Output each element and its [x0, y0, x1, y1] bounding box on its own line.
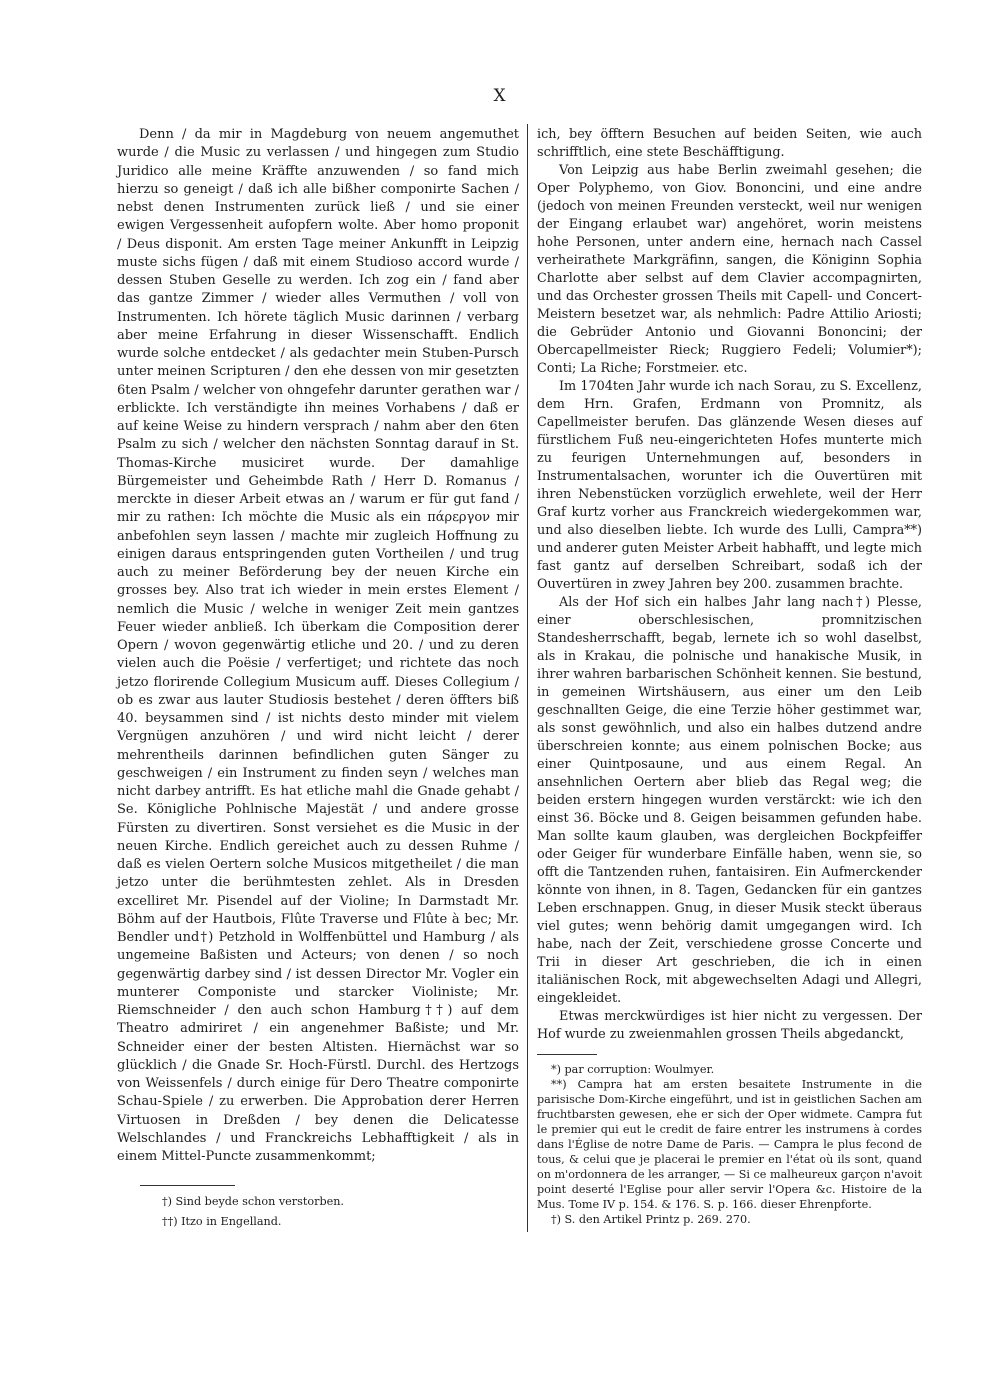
- page-number: X: [493, 86, 507, 106]
- right-footnotes: [537, 1062, 922, 1227]
- left-footnote-2: ††) Itzo in Engelland.: [162, 1215, 282, 1228]
- right-footnote-1: *) par corruption: Woulmyer.: [551, 1063, 715, 1076]
- right-paragraph-3: Im 1704ten Jahr wurde ich nach Sorau, zu S. Excellenz, dem Hrn. Grafen, Erdmann von Promnitz, als Capellmeister berufen. Das glänzende Wesen dieses auf fürstlichem Fuß neu-eingerichteten Hofes munterte mich zu feurigen Unternehmungen auf, besonders in Instrumentalsachen, worunter ich die Ouvertüren mit ihren Nebenstücken vorzüglich erwehlete, weil der Herr Graf kurtz vorher aus Franckreich wiedergekommen war, und also dieselben liebte. Ich wurde des Lulli, Campra**) und anderer guten Meister Arbeit habhafft, und legte mich fast gantz auf derselben Schreibart, sodaß ich der Ouvertüren in zwey Jahren bey 200. zusammen brachte.: [537, 379, 922, 592]
- column-divider: [527, 124, 528, 1232]
- right-column: [537, 126, 922, 1044]
- right-paragraph-5: Etwas merckwürdiges ist hier nicht zu vergessen. Der Hof wurde zu zweienmahlen grossen Theils abgedanckt,: [537, 1009, 922, 1042]
- left-column: [117, 126, 519, 1166]
- left-footnote-1: †) Sind beyde schon verstorben.: [162, 1195, 344, 1208]
- left-footnote-rule: [140, 1185, 235, 1186]
- right-paragraph-2: Von Leipzig aus habe Berlin zweimahl gesehen; die Oper Polyphemo, von Giov. Bononcini, und eine andre (jedoch von meinen Freunden versteckt, weil nur wenigen der Eingang erlaubet war) angehöret, worin meistens hohe Personen, unter andern eine, hernach nach Cassel verheirathete Markgräfinn, sangen, die Königinn Sophia Charlotte aber selbst auf dem Clavier accompagnirten, und das Orchester grossen Theils mit Capell- und Concert-Meistern besetzet war, als nehmlich: Padre Attilio Ariosti; die Gebrüder Antonio und Giovanni Bononcini; der Obercapellmeister Rieck; Ruggiero Fedeli; Volumier*); Conti; La Riche; Forstmeier. etc.: [537, 163, 922, 376]
- right-paragraph-4: Als der Hof sich ein halbes Jahr lang nach†) Plesse, einer oberschlesischen, promnitzischen Standesherrschafft, begab, lernete ich so wohl daselbst, als in Krakau, die polnische und hanakische Musik, in ihrer wahren barbarischen Schönheit kennen. Sie bestund, in gemeinen Wirtshäusern, aus einer um den Leib geschnallten Geige, die eine Terzie höher gestimmet war, als sonst gewöhnlich, und also ein halbes dutzend andre überschreien konnte; aus einem polnischen Bocke; aus einer Quintposaune, und aus einem Regal. An ansehnlichen Oertern aber blieb das Regal weg; die beiden erstern hingegen wurden verstärckt: wie ich den einst 36. Böcke und 8. Geigen beisammen gefunden habe. Man sollte kaum glauben, was dergleichen Bockpfeiffer oder Geiger für wunderbare Einfälle haben, wenn sie, so offt die Tantzenden ruhen, fantaisiren. Ein Aufmerckender könnte von ihnen, in 8. Tagen, Gedancken für ein gantzes Leben erschnappen. Gnug, in dieser Musik steckt überaus viel gutes; wenn behörig damit umgegangen wird. Ich habe, nach der Zeit, verschiedene grosse Concerte und Trii in dieser Art geschrieben, die ich in einen italiänischen Rock, mit abgewechselten Adagi und Allegri, eingekleidet.: [537, 595, 922, 1006]
- right-footnote-3: †) S. den Artikel Printz p. 269. 270.: [551, 1213, 751, 1226]
- left-paragraph-1: Denn / da mir in Magdeburg von neuem angemuthet wurde / die Music zu verlassen / und hingegen zum Studio Juridico alle meine Kräffte anzuwenden / so fand mich hierzu so geneigt / daß ich alle bißher componirte Sachen / nebst denen Instrumenten zurück ließ / und sie einer ewigen Vergessenheit aufopfern wolte. Aber homo proponit / Deus disponit. Am ersten Tage meiner Ankunfft in Leipzig muste sichs fügen / daß mit einem Studioso accord wurde / dessen Stuben Geselle zu werden. Ich zog ein / fand aber das gantze Zimmer / wieder alles Vermuthen / voll von Instrumenten. Ich hörete täglich Music darinnen / verbarg aber meine Erfahrung in dieser Wissenschafft. Endlich wurde solche entdecket / als gedachter mein Stuben-Pursch unter meinen Scripturen / den ehe dessen von mir gesetzten 6ten Psalm / welcher von ohngefehr darunter gerathen war / erblickte. Ich verständigte ihn meines Vorhabens / daß er auf keine Weise zu hindern versprach / nahm aber den 6ten Psalm zu sich / welcher den nächsten Sonntag darauf in St. Thomas-Kirche musiciret wurde. Der damahlige Bürgemeister und Geheimbde Rath / Herr D. Romanus / merckte in dieser Arbeit etwas an / warum er für gut fand / mir zu rathen: Ich möchte die Music als ein πάρεργον mir anbefohlen seyn lassen / machte mir zugleich Hoffnung zu einigen daraus entspringenden guten Vortheilen / und trug auch zu meiner Beförderung bey der neuen Kirche ein grosses bey. Also trat ich wieder in mein erstes Element / nemlich die Music / welche in weniger Zeit mein gantzes Feuer wieder anbließ. Ich überkam die Composition derer Opern / wovon gegenwärtig etliche und 20. / und zu deren vielen auch die Poësie / verfertiget; und richtete das noch jetzo florirende Collegium Musicum auff. Dieses Collegium / ob es zwar aus lauter Studiosis bestehet / deren öffters biß 40. beysammen sind / ist nichts desto minder mit vielem Vergnügen anzuhören / und wird nicht leicht / derer mehrentheils darinnen befindlichen guten Sänger zu geschweigen / ein Instrument zu finden seyn / welches man nicht darbey antrifft. Es hat etliche mahl die Gnade gehabt / Se. Königliche Pohlnische Majestät / und andere grosse Fürsten zu divertiren. Sonst versiehet es die Music in der neuen Kirche. Endlich gereichet auch zu dessen Ruhme / daß es vielen Oertern solche Musicos mitgetheilet / die man jetzo unter die berühmtesten zehlet. Als in Dresden excelliret Mr. Pisendel auf der Violine; In Darmstadt Mr. Böhm auf der Hautbois, Flûte Traverse und Flûte à bec; Mr. Bendler und†) Petzhold in Wolffenbüttel und Hamburg / als ungemeine Baßisten und Acteurs; von denen / so noch gegenwärtig darbey sind / ist dessen Director Mr. Vogler ein munterer Componiste und starcker Violiniste; Mr. Riemschneider / den auch schon Hamburg††) auf dem Theatro admiriret / ein angenehmer Baßiste; und Mr. Schneider einer der besten Altisten. Hiernächst war so glücklich / die Gnade Sr. Hoch-Fürstl. Durchl. des Hertzogs von Weissenfels / durch einige für Dero Theatre componirte Schau-Spiele / zu erwerben. Die Approbation derer Herren Virtuosen in Dreßden / bey denen die Delicatesse Welschlandes / und Franckreichs Lebhafftigkeit / als in einem Mittel-Puncte zusammenkommt;: [117, 127, 519, 1164]
- right-footnote-rule: [537, 1054, 597, 1055]
- right-footnote-2: **) Campra hat am ersten besaitete Instrumente in die parisische Dom-Kirche eingeführt, und ist in geistlichen Sachen am fruchtbarsten gewesen, ehe er sich der Oper widmete. Campra fut le premier qui eut le credit de faire entrer les instrumens à cordes dans l'Église de notre Dame de Paris. — Campra le plus fecond de tous, & celui que je placerai le premier en l'état où ils sont, quand on m'ordonnera de les arranger, — Si ce malheureux garçon n'avoit point deserté l'Eglise pour aller servir l'Opera &c. Histoire de la Mus. Tome IV p. 154. & 176. S. p. 166. dieser Ehrenpforte.: [537, 1078, 922, 1211]
- left-footnotes: [162, 1194, 502, 1234]
- right-paragraph-1: ich, bey öfftern Besuchen auf beiden Seiten, wie auch schrifftlich, eine stete Beschäfftigung.: [537, 127, 922, 160]
